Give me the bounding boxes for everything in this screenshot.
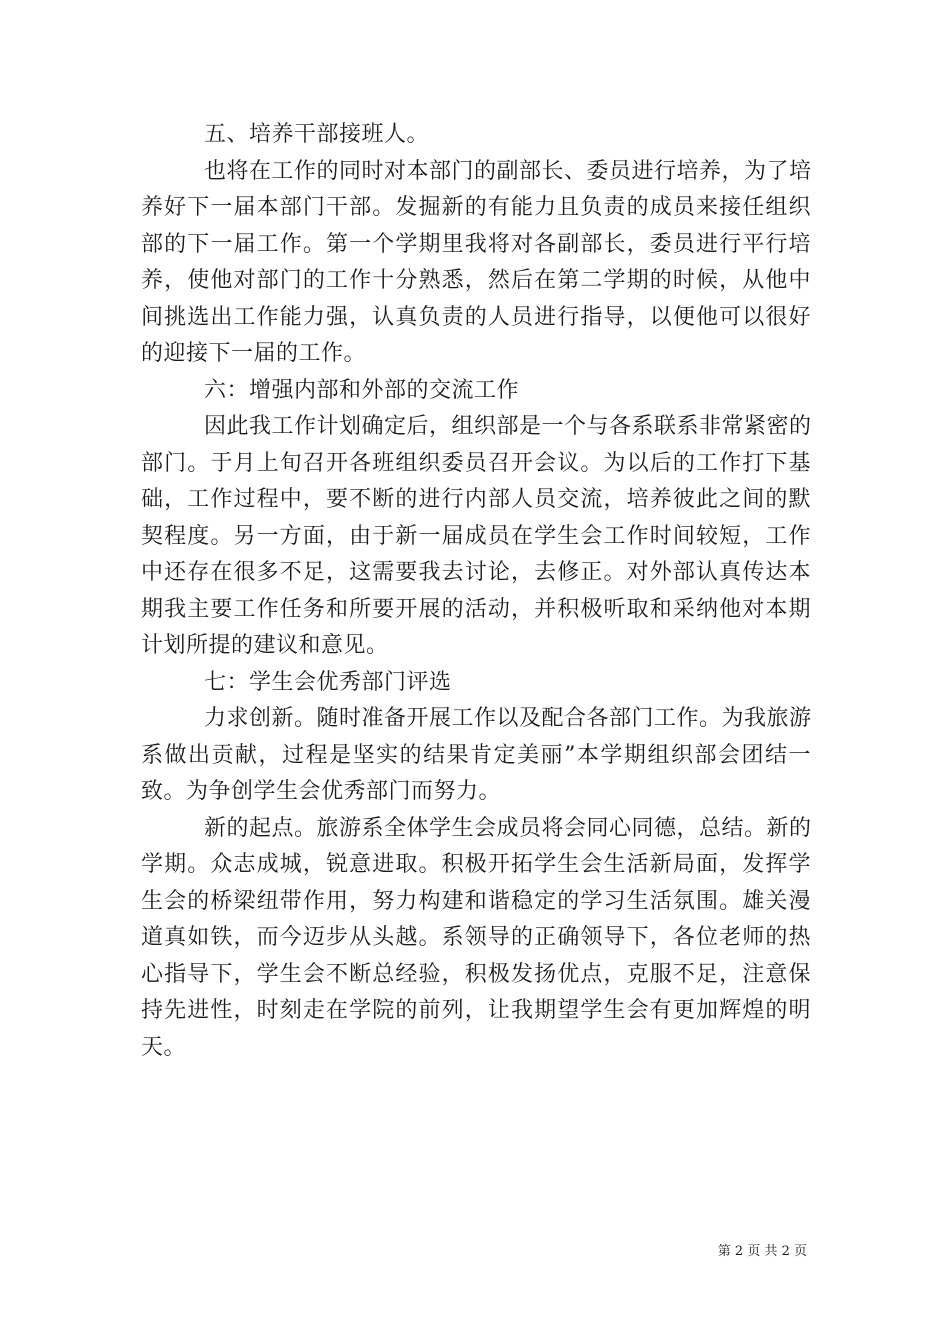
text-line: 因此我工作计划确定后，组织部是一个与各系联系非常紧密的 — [204, 414, 812, 439]
text-line: 系做出贡献，过程是坚实的结果肯定美丽”本学期组织部会团结一 — [141, 742, 811, 768]
text-line: 期我主要工作任务和所要开展的活动，并积极听取和采纳他对本期 — [141, 596, 811, 622]
text-line: 生会的桥梁纽带作用，努力构建和谐稳定的学习生活氛围。雄关漫 — [141, 888, 811, 914]
text-line: 养好下一届本部门干部。发掘新的有能力且负责的成员来接任组织 — [141, 195, 811, 220]
text-line: 心指导下，学生会不断总经验，积极发扬优点，克服不足，注意保 — [141, 961, 811, 987]
text-line: 学期。众志成城，锐意进取。积极开拓学生会生活新局面，发挥学 — [141, 852, 811, 877]
text-line: 天。 — [141, 1034, 187, 1060]
page-number: 第 2 页 共 2 页 — [717, 1244, 807, 1259]
text-line: 持先进性，时刻走在学院的前列，让我期望学生会有更加辉煌的明 — [141, 998, 811, 1023]
text-line: 部的下一届工作。第一个学期里我将对各副部长，委员进行平行培 — [141, 231, 811, 257]
text-line: 础，工作过程中，要不断的进行内部人员交流，培养彼此之间的默 — [141, 487, 811, 512]
text-line: 的迎接下一届的工作。 — [141, 341, 367, 366]
text-line: 养，使他对部门的工作十分熟悉，然后在第二学期的时候，从他中 — [141, 268, 811, 293]
text-line: 力求创新。随时准备开展工作以及配合各部门工作。为我旅游 — [204, 706, 812, 731]
text-line: 道真如铁，而今迈步从头越。系领导的正确领导下，各位老师的热 — [141, 925, 811, 950]
text-line: 致。为争创学生会优秀部门而努力。 — [141, 779, 502, 804]
text-line: 也将在工作的同时对本部门的副部长、委员进行培养，为了培 — [204, 158, 812, 184]
text-line: 五、培养干部接班人。 — [204, 122, 430, 147]
text-line: 契程度。另一方面，由于新一届成员在学生会工作时间较短，工作 — [141, 523, 811, 549]
text-line: 部门。于月上旬召开各班组织委员召开会议。为以后的工作打下基 — [141, 450, 811, 476]
text-line: 新的起点。旅游系全体学生会成员将会同心同德，总结。新的 — [204, 815, 812, 841]
text-line: 七：学生会优秀部门评选 — [204, 669, 452, 695]
text-line: 间挑选出工作能力强，认真负责的人员进行指导，以便他可以很好 — [141, 304, 811, 330]
document-body — [141, 117, 811, 1066]
text-line: 六：增强内部和外部的交流工作 — [204, 377, 520, 403]
text-line: 中还存在很多不足，这需要我去讨论，去修正。对外部认真传达本 — [141, 560, 811, 585]
text-line: 计划所提的建议和意见。 — [141, 633, 389, 658]
